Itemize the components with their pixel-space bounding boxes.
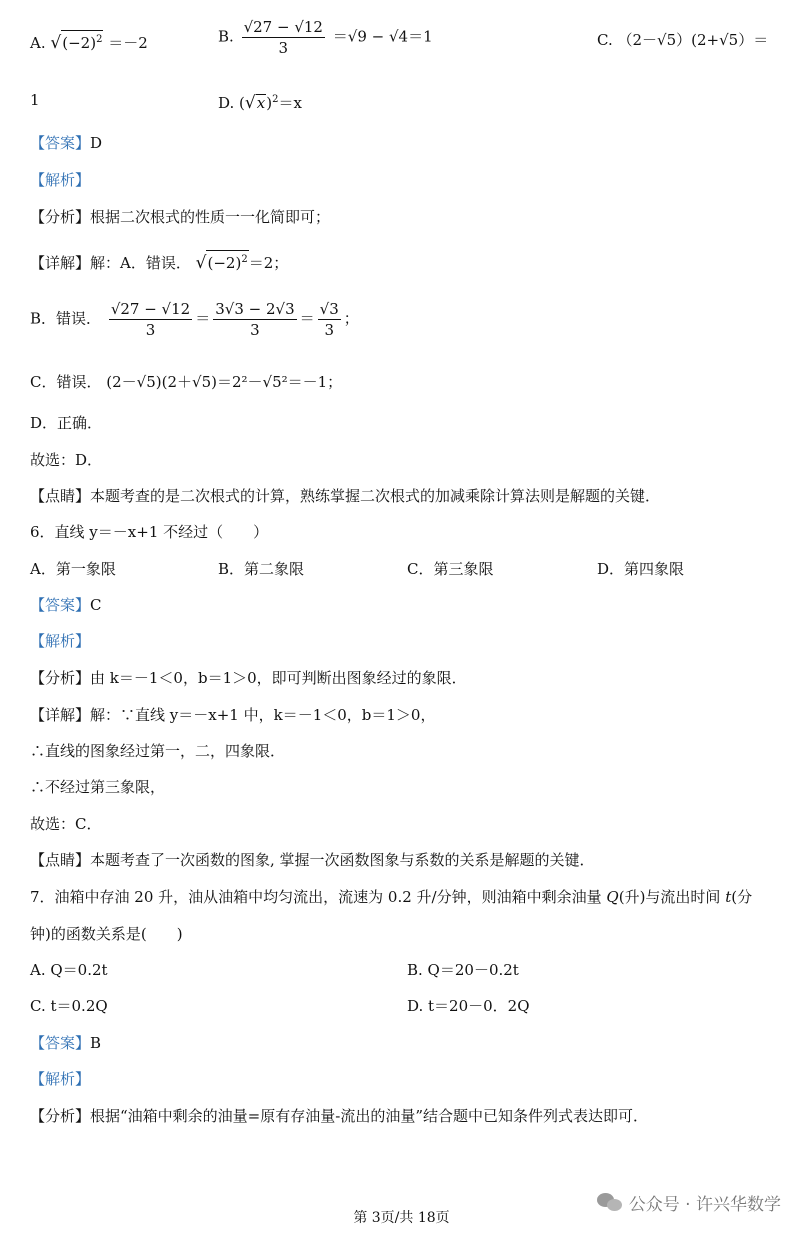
q5-choice: 故选：D． bbox=[30, 451, 103, 469]
q6-option-b: B．第二象限 bbox=[218, 560, 305, 578]
q6-stem: 6．直线 y＝－x+1 不经过（ ） bbox=[30, 523, 269, 541]
q7-option-d: D. t＝20－0．2Q bbox=[407, 997, 530, 1015]
q5-step-c: C．错误． (2－√5)(2＋√5)＝2²－√5²＝－1； bbox=[30, 373, 343, 391]
q5-step-d: D．正确． bbox=[30, 414, 103, 432]
q7-answer: 【答案】B bbox=[30, 1034, 102, 1052]
q6-step-1: ∴直线的图象经过第一，二，四象限． bbox=[30, 742, 286, 760]
q6-analysis-tag: 【解析】 bbox=[30, 632, 91, 650]
q7-analysis-tag: 【解析】 bbox=[30, 1070, 91, 1088]
q7-option-b: B. Q＝20－0.2t bbox=[407, 961, 519, 979]
q7-stem: 7．油箱中存油 20 升，油从油箱中均匀流出，流速为 0.2 升/分钟，则油箱中剩余油量 Q(升)与流出时间 t(分 bbox=[30, 888, 753, 906]
q7-option-c: C. t＝0.2Q bbox=[30, 997, 108, 1015]
q5-step-b: B．错误． $\frac{√27 - √12}{3}$ ＝ $\frac{3√3 - 2√3}{3}$ ＝ $\frac{√3}{3}$ ； bbox=[30, 300, 359, 339]
q7-option-a: A. Q＝0.2t bbox=[30, 961, 108, 979]
q6-answer: 【答案】C bbox=[30, 596, 102, 614]
q6-option-c: C．第三象限 bbox=[407, 560, 494, 578]
q5-option-b: B. $\frac{√27 - √12}{3}$ ＝√9 − √4＝1 bbox=[218, 18, 433, 57]
q5-option-a: A. √ $(-2)^2$ ＝－2 bbox=[30, 30, 148, 53]
q5-dianjing: 【点睛】本题考查的是二次根式的计算，熟练掌握二次根式的加减乘除计算法则是解题的关键． bbox=[30, 487, 661, 505]
q5-option-c: C. （2－√5）(2+√5）＝ bbox=[597, 31, 769, 49]
q5-answer: 【答案】D bbox=[30, 134, 103, 152]
q5-option-d: D. ( √ x )$^2$＝x bbox=[218, 93, 302, 113]
q6-option-a: A．第一象限 bbox=[30, 560, 116, 578]
q5-xiangjie: 【详解】解：A．错误． √ $(-2)^2$ ＝2； bbox=[30, 250, 288, 273]
q6-choice: 故选：C． bbox=[30, 815, 102, 833]
page-number: 第 3页/共 18页 bbox=[353, 1210, 450, 1226]
q6-step-2: ∴不经过第三象限， bbox=[30, 778, 166, 796]
q5-analysis-tag: 【解析】 bbox=[30, 171, 91, 189]
q6-fenxi: 【分析】由 k＝－1＜0，b＝1＞0，即可判断出图象经过的象限． bbox=[30, 669, 467, 687]
watermark-text: 公众号 · 许兴华数学 bbox=[628, 1195, 781, 1215]
q6-xiangjie: 【详解】解：∵直线 y＝－x+1 中，k＝－1＜0，b＝1＞0， bbox=[30, 706, 436, 724]
q7-fenxi: 【分析】根据“油箱中剩余的油量=原有存油量-流出的油量”结合题中已知条件列式表达即可． bbox=[30, 1107, 648, 1125]
q6-option-d: D．第四象限 bbox=[597, 560, 685, 578]
q5-fenxi: 【分析】根据二次根式的性质一一化简即可； bbox=[30, 208, 331, 226]
q5-option-c-cont: 1 bbox=[30, 91, 40, 109]
q7-stem-cont: 钟)的函数关系是( ) bbox=[30, 925, 183, 943]
q6-dianjing: 【点睛】本题考查了一次函数的图象, 掌握一次函数图象与系数的关系是解题的关键． bbox=[30, 851, 595, 869]
